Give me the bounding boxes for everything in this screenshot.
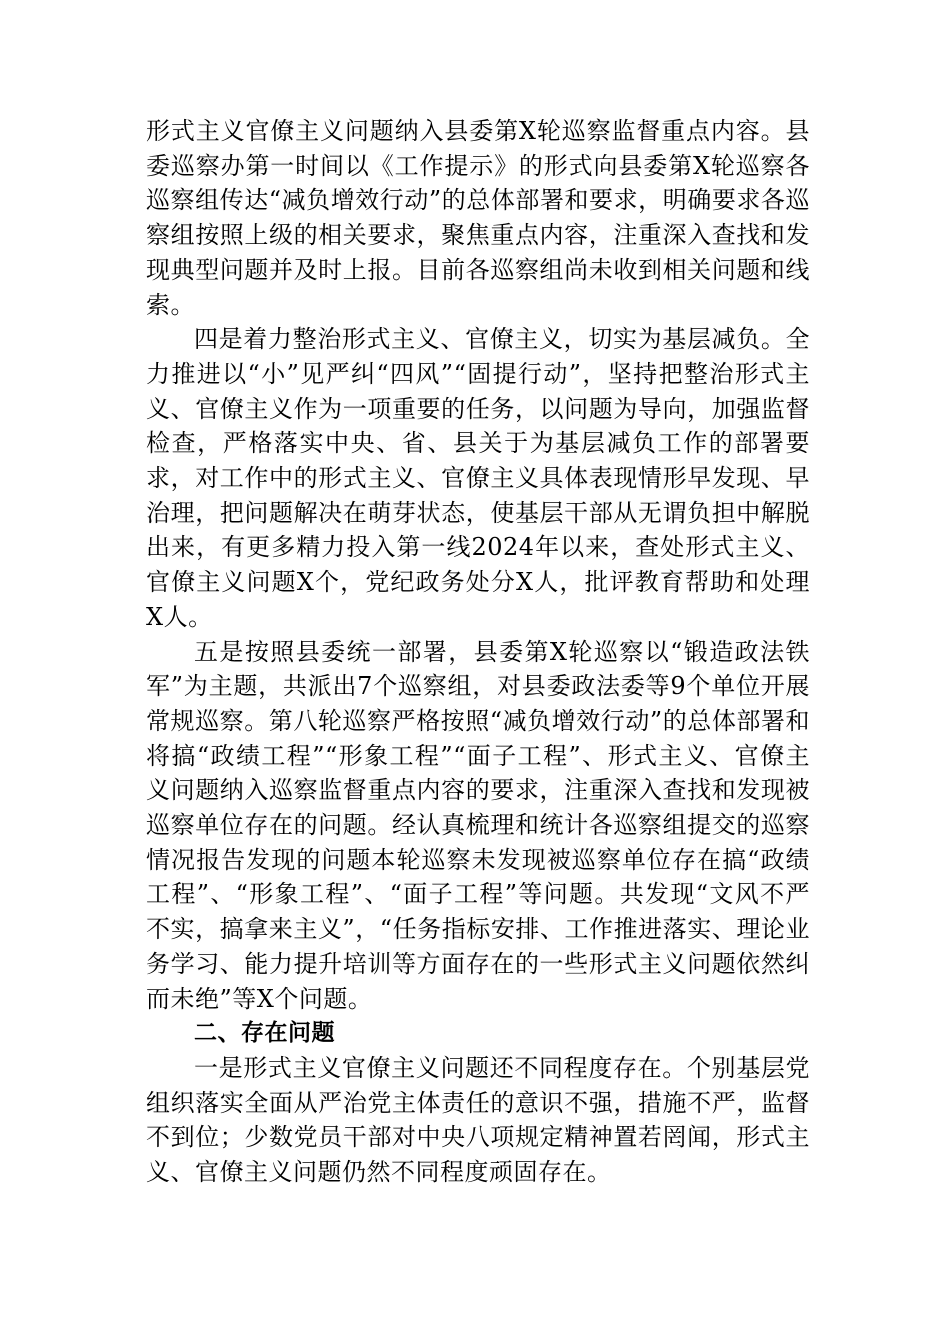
section-heading: 二、存在问题 xyxy=(194,1020,335,1047)
paragraph-point-four: 四是着力整治形式主义、官僚主义，切实为基层减负。全力推进以“小”见严纠“四风”“固提行动”，坚持把整治形式主义、官僚主义作为一项重要的任务，以问题为导向，加强监督检查，严格落实中央、省、县关于为基层减负工作的部署要求，对工作中的形式主义、官僚主义具体表现情形早发现、早治理，把问题解决在萌芽状态，使基层干部从无谓负担中解脱出来，有更多精力投入第一线2024年以来，查处形式主义、官僚主义问题X个，党纪政务处分X人，批评教育帮助和处理X人。 xyxy=(146,325,810,631)
paragraph-problem-one: 一是形式主义官僚主义问题还不同程度存在。个别基层党组织落实全面从严治党主体责任的意识不强，措施不严，监督不到位；少数党员干部对中央八项规定精神置若罔闻，形式主义、官僚主义问题仍然不同程度顽固存在。 xyxy=(146,1053,810,1187)
paragraph-continuation: 形式主义官僚主义问题纳入县委第X轮巡察监督重点内容。县委巡察办第一时间以《工作提示》的形式向县委第X轮巡察各巡察组传达“减负增效行动”的总体部署和要求，明确要求各巡察组按照上级的相关要求，聚焦重点内容，注重深入查找和发现典型问题并及时上报。目前各巡察组尚未收到相关问题和线索。 xyxy=(146,117,810,319)
document-body xyxy=(146,114,810,1190)
paragraph-point-five: 五是按照县委统一部署，县委第X轮巡察以“锻造政法铁军”为主题，共派出7个巡察组，对县委政法委等9个单位开展常规巡察。第八轮巡察严格按照“减负增效行动”的总体部署和将搞“政绩工程”“形象工程”“面子工程”、形式主义、官僚主义问题纳入巡察监督重点内容的要求，注重深入查找和发现被巡察单位存在的问题。经认真梳理和统计各巡察组提交的巡察情况报告发现的问题本轮巡察未发现被巡察单位存在搞“政绩工程”、“形象工程”、“面子工程”等问题。共发现“文风不严不实，搞拿来主义”，“任务指标安排、工作推进落实、理论业务学习、能力提升培训等方面存在的一些形式主义问题依然纠而未绝”等X个问题。 xyxy=(146,637,810,1013)
